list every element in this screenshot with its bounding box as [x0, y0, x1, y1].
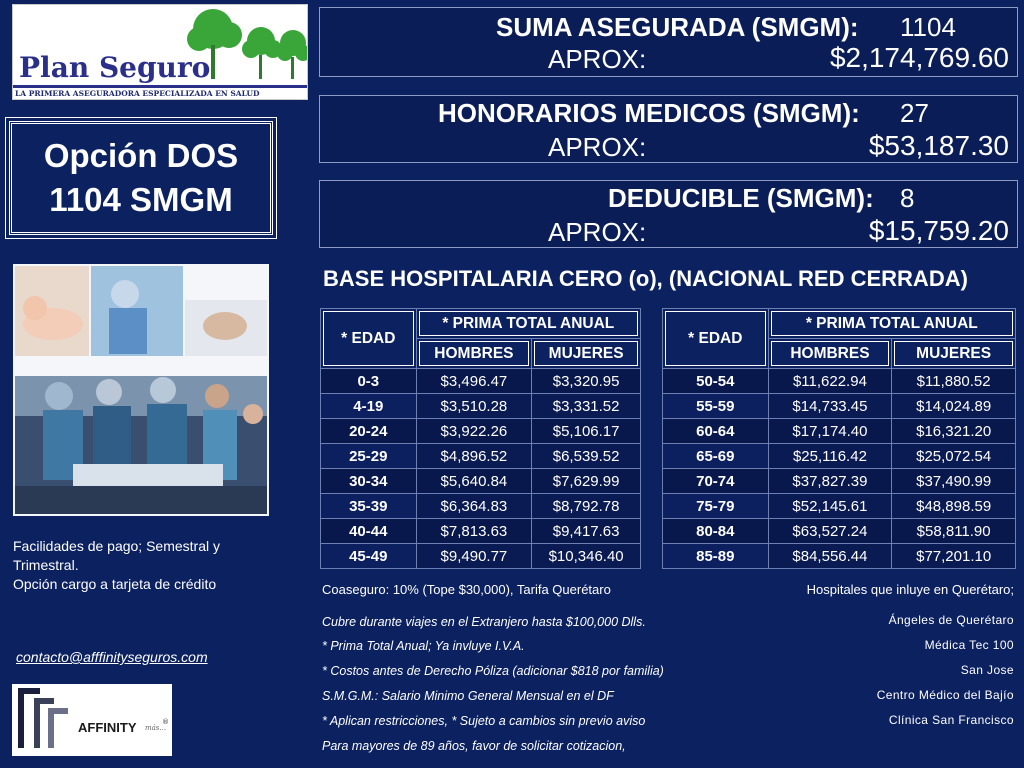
premium-men: $14,733.45 [768, 394, 892, 419]
table-row [321, 369, 641, 394]
premium-men: $25,116.42 [768, 444, 892, 469]
honorarios-amount: $53,187.30 [868, 130, 1009, 161]
premium-men: $3,496.47 [416, 369, 532, 394]
deducible-value: 8 [900, 183, 915, 213]
hospital-item: Ángeles de Querétaro [888, 613, 1014, 627]
age-range: 80-84 [663, 519, 769, 544]
honorarios-aprox-label: APROX: [548, 132, 647, 162]
table-row [663, 469, 1016, 494]
prima-header: * PRIMA TOTAL ANUAL [416, 309, 640, 339]
premium-women: $3,331.52 [532, 394, 641, 419]
age-range: 50-54 [663, 369, 769, 394]
premium-men: $5,640.84 [416, 469, 532, 494]
deducible-label: DEDUCIBLE (SMGM): [608, 183, 874, 213]
age-range: 40-44 [321, 519, 417, 544]
age-range: 70-74 [663, 469, 769, 494]
mujeres-header: MUJERES [892, 339, 1016, 369]
age-range: 45-49 [321, 544, 417, 569]
premium-men: $4,896.52 [416, 444, 532, 469]
premium-men: $11,622.94 [768, 369, 892, 394]
affinity-tagline: más... [145, 724, 167, 732]
hospitals-title: Hospitales que inluye en Querétaro; [806, 582, 1014, 597]
table-row [321, 469, 641, 494]
premium-women: $8,792.78 [532, 494, 641, 519]
premium-women: $9,417.63 [532, 519, 641, 544]
option-title: Opción DOS [43, 137, 239, 174]
age-range: 20-24 [321, 419, 417, 444]
prima-header: * PRIMA TOTAL ANUAL [768, 309, 1015, 339]
payment-line-1: Facilidades de pago; Semestral y [13, 538, 220, 554]
age-range: 60-64 [663, 419, 769, 444]
table-row [663, 394, 1016, 419]
premium-women: $7,629.99 [532, 469, 641, 494]
table-row [321, 394, 641, 419]
premium-women: $48,898.59 [892, 494, 1016, 519]
premium-women: $25,072.54 [892, 444, 1016, 469]
hombres-header: HOMBRES [416, 339, 532, 369]
logo-title: Plan Seguro [19, 51, 211, 84]
deducible-aprox-label: APROX: [548, 217, 647, 247]
age-range: 30-34 [321, 469, 417, 494]
mujeres-header: MUJERES [532, 339, 641, 369]
premium-women: $10,346.40 [532, 544, 641, 569]
edad-header: * EDAD [321, 309, 417, 369]
contact-email-link[interactable]: contacto@afffinityseguros.com [16, 649, 208, 665]
deducible-box [319, 180, 1018, 248]
premium-women: $37,490.99 [892, 469, 1016, 494]
honorarios-label: HONORARIOS MEDICOS (SMGM): [438, 98, 860, 128]
extranjero-note: Cubre durante viajes en el Extranjero hasta $100,000 Dlls. [322, 615, 646, 629]
section-title: BASE HOSPITALARIA CERO (o), (NACIONAL RED CERRADA) [323, 266, 968, 291]
payment-line-2: Trimestral. [13, 557, 79, 573]
premium-women: $11,880.52 [892, 369, 1016, 394]
medical-staff-image [13, 264, 269, 516]
table-row [321, 544, 641, 569]
premium-men: $17,174.40 [768, 419, 892, 444]
age-range: 25-29 [321, 444, 417, 469]
plan-seguro-logo [12, 4, 308, 100]
deducible-amount: $15,759.20 [868, 215, 1009, 246]
honorarios-box [319, 95, 1018, 163]
suma-asegurada-box [319, 7, 1018, 77]
hospital-item: Clínica San Francisco [888, 713, 1014, 727]
premium-men: $3,922.26 [416, 419, 532, 444]
edad-header: * EDAD [663, 309, 769, 369]
premium-women: $77,201.10 [892, 544, 1016, 569]
premium-men: $3,510.28 [416, 394, 532, 419]
premium-women: $3,320.95 [532, 369, 641, 394]
premium-men: $7,813.63 [416, 519, 532, 544]
suma-aprox-label: APROX: [548, 44, 647, 74]
premium-men: $52,145.61 [768, 494, 892, 519]
medical-photo-collage [13, 264, 269, 516]
age-range: 55-59 [663, 394, 769, 419]
age-range: 0-3 [321, 369, 417, 394]
table-row [663, 369, 1016, 394]
premium-women: $14,024.89 [892, 394, 1016, 419]
premium-women: $6,539.52 [532, 444, 641, 469]
age-range: 35-39 [321, 494, 417, 519]
suma-label: SUMA ASEGURADA (SMGM): [496, 12, 859, 42]
age-range: 4-19 [321, 394, 417, 419]
option-smgm: 1104 SMGM [49, 181, 233, 218]
suma-value: 1104 [900, 12, 956, 42]
hospital-item: Centro Médico del Bajío [876, 688, 1014, 702]
restricciones-note: * Aplican restricciones, * Sujeto a cambios sin previo aviso [322, 714, 646, 728]
premium-men: $84,556.44 [768, 544, 892, 569]
table-row [663, 519, 1016, 544]
table-row [663, 494, 1016, 519]
premium-table-right [662, 308, 1016, 569]
premium-women: $5,106.17 [532, 419, 641, 444]
logo-underline [13, 85, 308, 88]
age-range: 85-89 [663, 544, 769, 569]
table-row [663, 544, 1016, 569]
premium-women: $16,321.20 [892, 419, 1016, 444]
option-box [9, 121, 273, 235]
age-range: 75-79 [663, 494, 769, 519]
premium-men: $6,364.83 [416, 494, 532, 519]
table-row [321, 419, 641, 444]
table-row [321, 444, 641, 469]
prima-note: * Prima Total Anual; Ya invluye I.V.A. [322, 639, 525, 653]
premium-table-left [320, 308, 641, 569]
registered-mark: ® [162, 718, 169, 726]
logo-tagline: LA PRIMERA ASEGURADORA ESPECIALIZADA EN SALUD [15, 89, 260, 98]
age-range: 65-69 [663, 444, 769, 469]
premium-men: $63,527.24 [768, 519, 892, 544]
hombres-header: HOMBRES [768, 339, 892, 369]
coaseguro-note: Coaseguro: 10% (Tope $30,000), Tarifa Querétaro [322, 582, 611, 597]
smgm-note: S.M.G.M.: Salario Minimo General Mensual en el DF [322, 689, 614, 703]
payment-info [13, 537, 220, 594]
table-row [321, 494, 641, 519]
table-row [321, 519, 641, 544]
affinity-logo [12, 684, 172, 756]
premium-men: $37,827.39 [768, 469, 892, 494]
affinity-name: AFFINITY [78, 720, 137, 735]
table-row [663, 444, 1016, 469]
costos-note: * Costos antes de Derecho Póliza (adicionar $818 por familia) [322, 664, 664, 678]
hospital-item: Médica Tec 100 [924, 638, 1014, 652]
hospital-item: San Jose [960, 663, 1014, 677]
table-row [663, 419, 1016, 444]
premium-women: $58,811.90 [892, 519, 1016, 544]
credit-card-option: Opción cargo a tarjeta de crédito [13, 576, 217, 592]
premium-men: $9,490.77 [416, 544, 532, 569]
suma-amount: $2,174,769.60 [829, 42, 1009, 73]
affinity-bars-icon [12, 684, 76, 756]
honorarios-value: 27 [900, 98, 929, 128]
mayores-note: Para mayores de 89 años, favor de solicitar cotizacion, [322, 739, 626, 753]
